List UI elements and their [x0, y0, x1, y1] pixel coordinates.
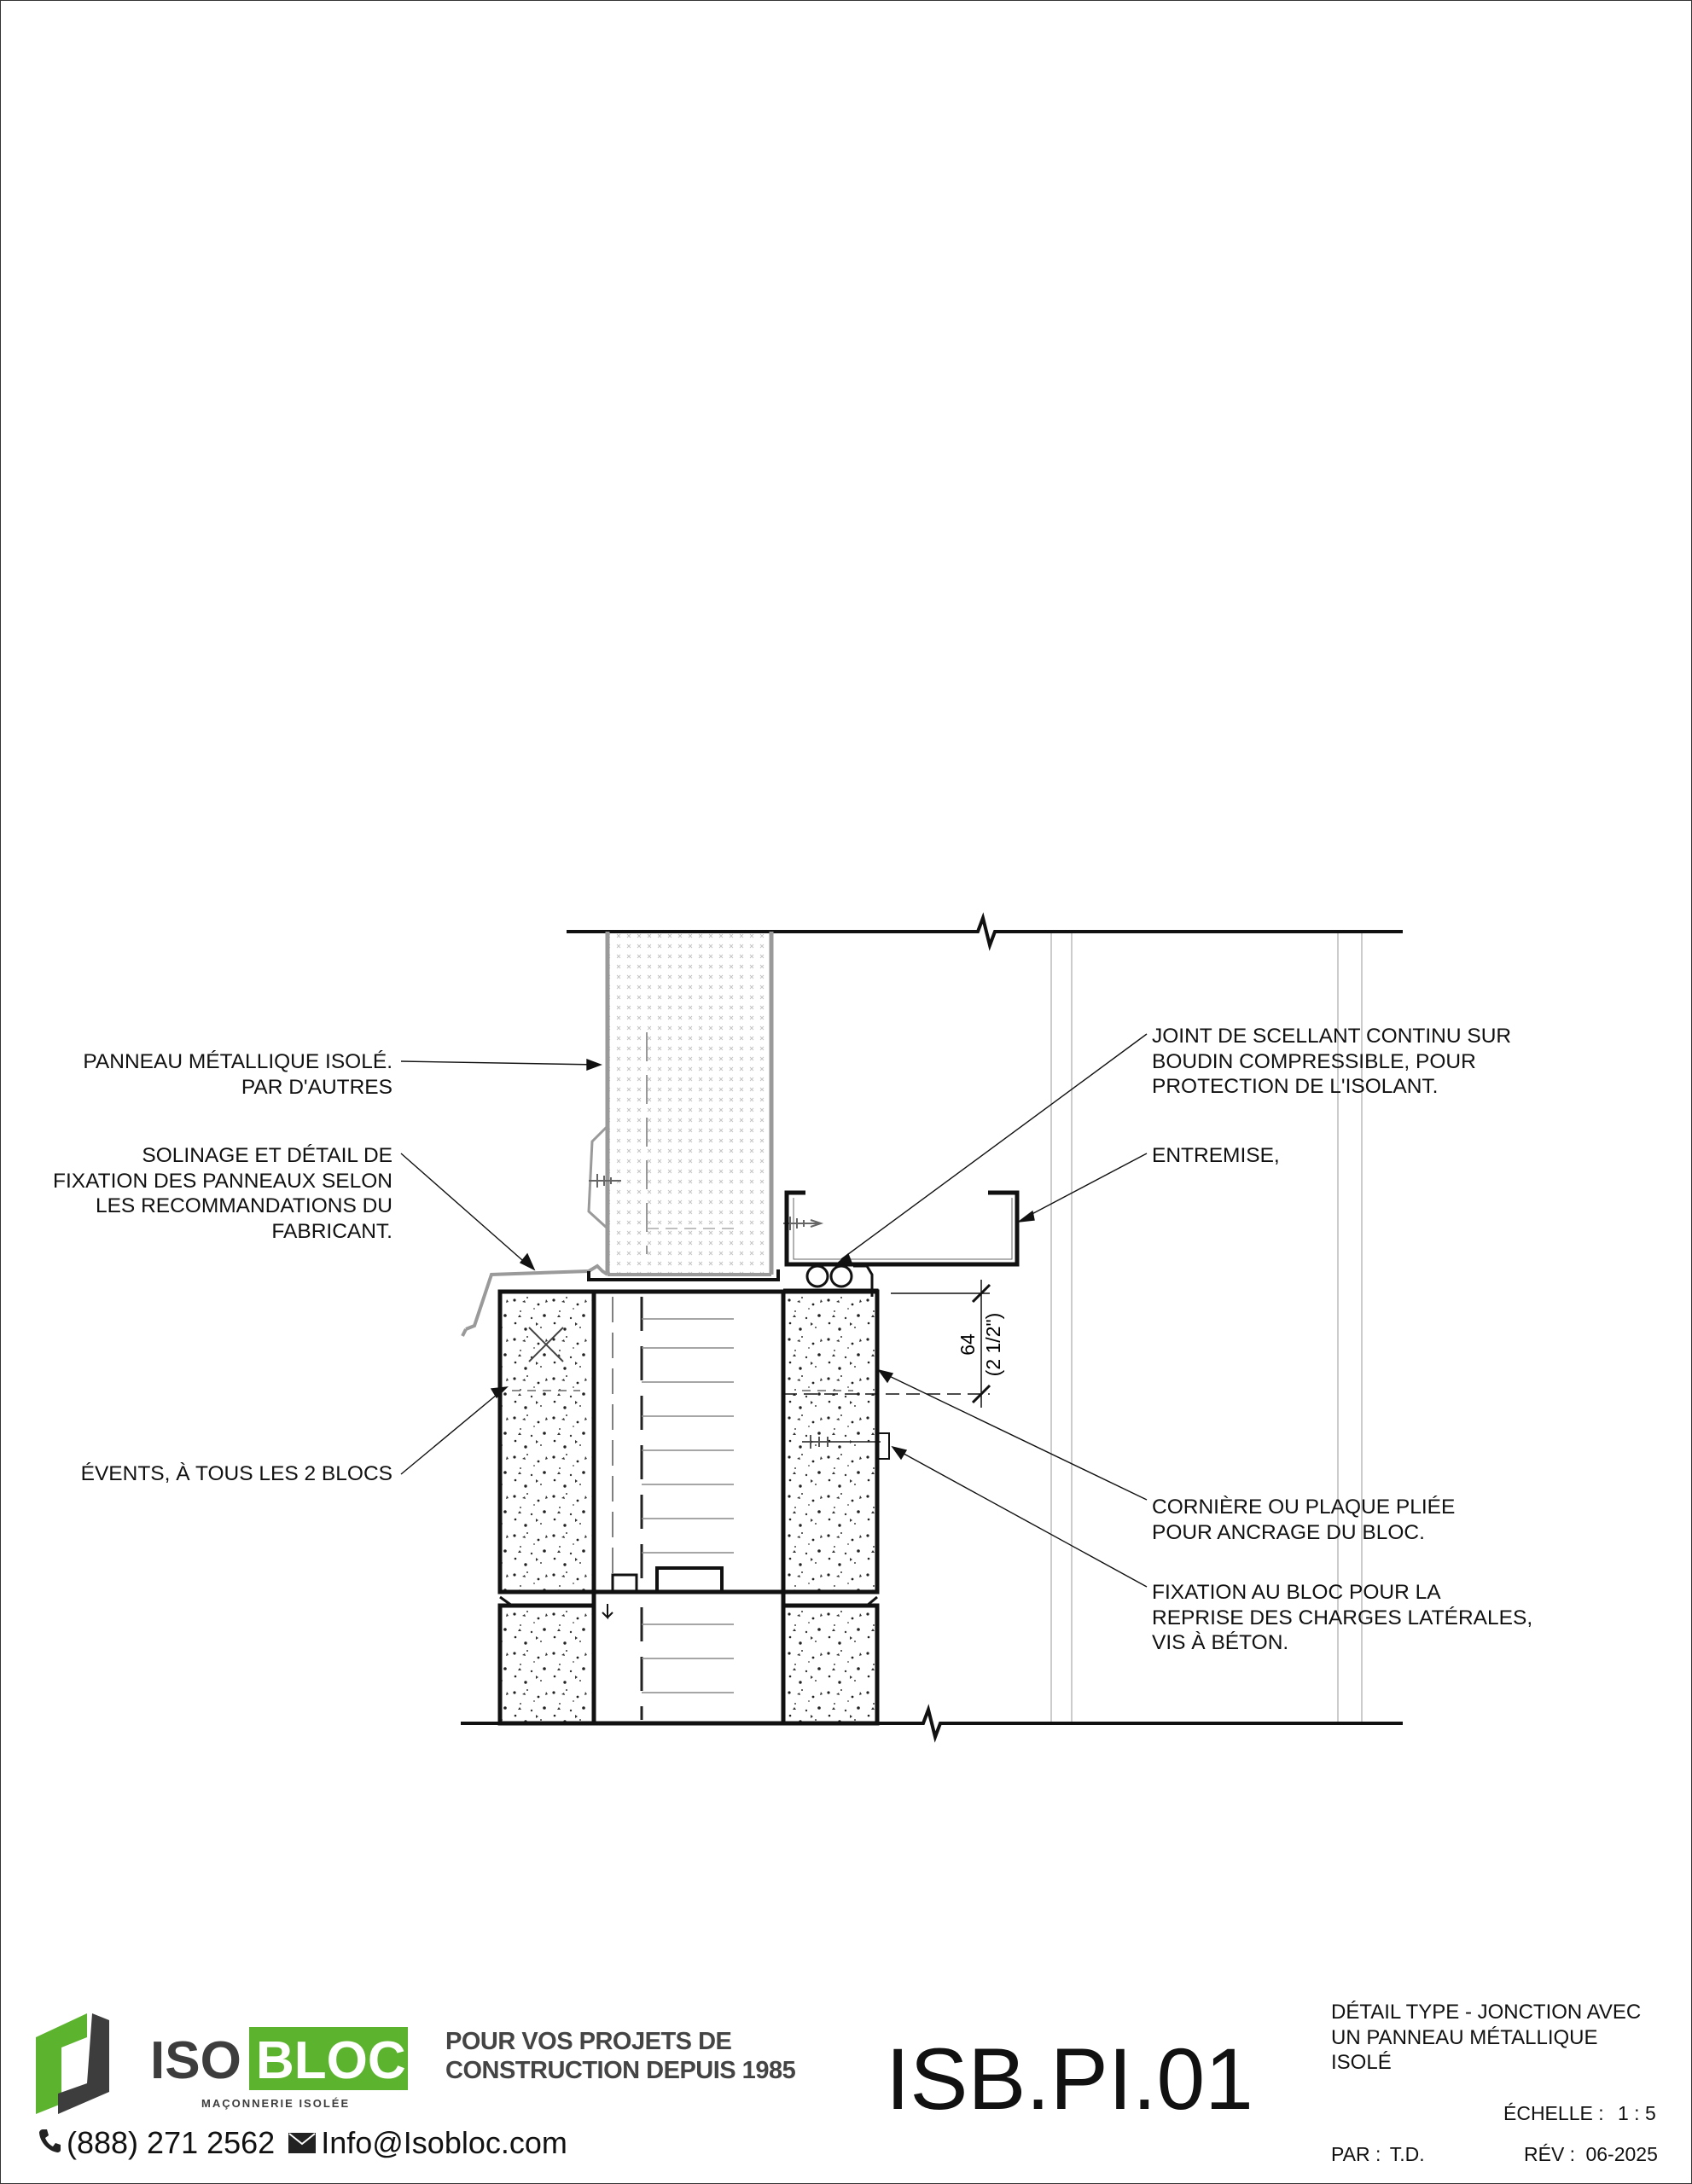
logo-subtitle: MAÇONNERIE ISOLÉE [201, 2097, 351, 2110]
girt [787, 1193, 1017, 1264]
scale-label: ÉCHELLE : [1503, 2102, 1604, 2124]
label-sealant: JOINT DE SCELLANT CONTINU SUR BOUDIN COMPRESSIBLE, POUR PROTECTION DE L'ISOLANT. [1152, 1025, 1512, 1098]
block-lower [500, 1592, 877, 1723]
drawn-by [1331, 2143, 1425, 2166]
label-girt: ENTREMISE, [1152, 1144, 1280, 1167]
phone-icon [38, 2124, 61, 2162]
block-upper [500, 1292, 877, 1592]
scale-value: 1 : 5 [1618, 2102, 1656, 2124]
dimension-imperial: (2 1/2") [982, 1312, 1004, 1377]
label-panel: PANNEAU MÉTALLIQUE ISOLÉ. PAR D'AUTRES [83, 1050, 392, 1099]
label-angle: CORNIÈRE OU PLAQUE PLIÉE POUR ANCRAGE DU BLOC. [1152, 1496, 1456, 1544]
tagline: POUR VOS PROJETS DE CONSTRUCTION DEPUIS 1985 [445, 2028, 796, 2084]
drawing-number: ISB.PI.01 [886, 2030, 1253, 2128]
revision [1524, 2143, 1658, 2166]
isobloc-logo-mark [32, 2012, 408, 2114]
rev-label: RÉV : [1524, 2143, 1576, 2165]
label-flashing: SOLINAGE ET DÉTAIL DE FIXATION DES PANNEAUX SELON LES RECOMMANDATIONS DU FABRICANT. [53, 1144, 392, 1243]
email-address[interactable]: Info@Isobloc.com [321, 2125, 567, 2160]
by-value: T.D. [1389, 2143, 1425, 2165]
logo-iso: ISO [150, 2031, 241, 2090]
scale [1503, 2102, 1656, 2125]
label-vents: ÉVENTS, À TOUS LES 2 BLOCS [80, 1462, 392, 1485]
rev-value: 06-2025 [1585, 2143, 1658, 2165]
dimension-metric: 64 [956, 1333, 979, 1356]
drawing-title: DÉTAIL TYPE - JONCTION AVEC UN PANNEAU MÉTALLIQUE ISOLÉ [1331, 2001, 1642, 2074]
email-icon [288, 2124, 316, 2162]
label-fastener: FIXATION AU BLOC POUR LA REPRISE DES CHARGES LATÉRALES, VIS À BÉTON. [1152, 1581, 1533, 1654]
by-label: PAR : [1331, 2143, 1381, 2165]
phone-number[interactable]: (888) 271 2562 [67, 2125, 276, 2160]
contact-line [38, 2124, 567, 2162]
logo-bloc: BLOC [256, 2031, 406, 2090]
